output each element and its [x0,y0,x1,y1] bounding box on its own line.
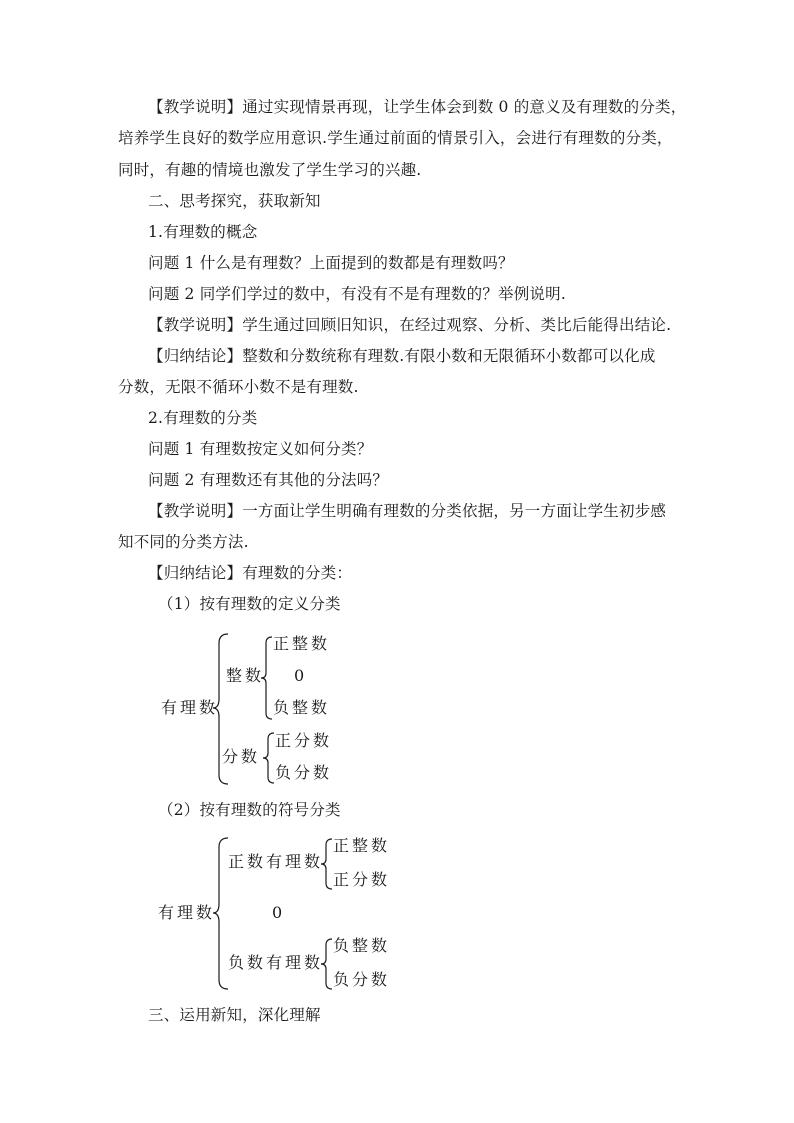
conclusion-2: 【归纳结论】有理数的分类： [148,564,353,582]
subheading-classification: 2.有理数的分类 [148,409,258,427]
conclusion-1-line-2: 分数，无限不循环小数不是有理数. [118,378,359,396]
tree2-zero: 0 [272,903,286,922]
tree2-root: 有理数 [158,903,216,922]
tree1-integer: 整数 [226,666,265,685]
tree2-negative-integer: 负整数 [333,936,391,955]
section-heading-2: 二、思考探究，获取新知 [148,192,321,210]
question-3: 问题 1 有理数按定义如何分类？ [148,440,373,458]
subheading-concept: 1.有理数的概念 [148,223,258,241]
tree2-positive-rationals: 正数有理数 [228,852,324,871]
teaching-note-3-line-1: 【教学说明】一方面让学生明确有理数的分类依据，另一方面让学生初步感 [148,502,667,520]
question-2: 问题 2 同学们学过的数中，有没有不是有理数的？举例说明. [148,285,566,303]
tree1-zero: 0 [294,666,308,685]
tree2-positive-fraction: 正分数 [333,870,391,889]
teaching-note-1-line-1: 【教学说明】通过实现情景再现，让学生体会到数 0 的意义及有理数的分类， [148,98,687,116]
tree1-negative-fraction: 负分数 [275,763,333,782]
tree1-root: 有理数 [161,698,219,717]
tree1-positive-fraction: 正分数 [275,731,333,750]
tree2-positive-brace [320,838,334,890]
teaching-note-2: 【教学说明】学生通过回顾旧知识，在经过观察、分析、类比后能得出结论. [148,316,672,334]
tree1-negative-integer: 负整数 [273,698,331,717]
conclusion-1-line-1: 【归纳结论】整数和分数统称有理数.有限小数和无限循环小数都可以化成 [148,347,656,365]
tree1-positive-integer: 正整数 [273,634,331,653]
tree1-fraction: 分数 [222,747,261,766]
teaching-note-1-line-2: 培养学生良好的数学应用意识.学生通过前面的情景引入，会进行有理数的分类， [118,129,673,147]
tree2-negative-rationals: 负数有理数 [228,953,324,972]
classification-by-sign-label: （2）按有理数的符号分类 [158,801,341,819]
section-heading-3: 三、运用新知，深化理解 [148,1006,321,1024]
question-4: 问题 2 有理数还有其他的分法吗？ [148,471,389,489]
teaching-note-3-line-2: 知不同的分类方法. [118,533,249,551]
teaching-note-1-line-3: 同时，有趣的情境也激发了学生学习的兴趣. [118,161,422,179]
classification-by-definition-label: （1）按有理数的定义分类 [158,595,341,613]
tree1-integer-brace [260,636,274,720]
tree2-negative-fraction: 负分数 [333,970,391,989]
question-1: 问题 1 什么是有理数？上面提到的数都是有理数吗？ [148,254,514,272]
tree1-fraction-brace [262,732,276,784]
tree2-positive-integer: 正整数 [333,836,391,855]
tree2-negative-brace [320,938,334,990]
